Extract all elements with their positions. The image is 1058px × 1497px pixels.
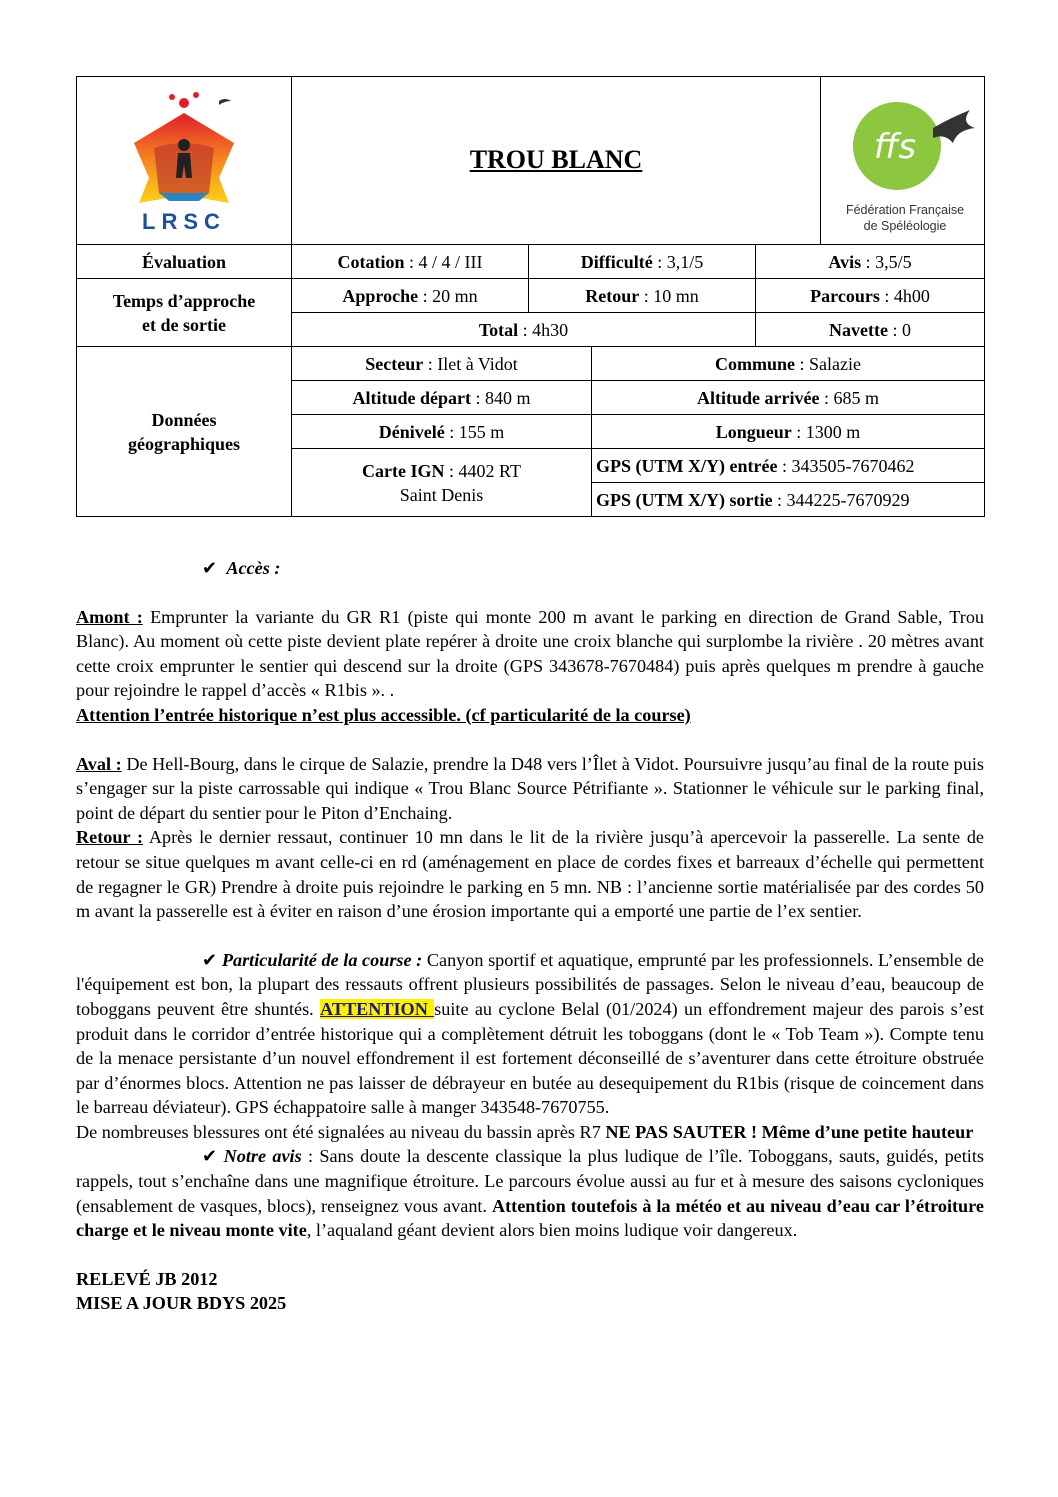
lrsc-logo-text: LRSC <box>142 208 226 233</box>
amont-warning: Attention l’entrée historique n’est plus accessible. (cf particularité de la course) <box>76 704 691 725</box>
ffs-logo-mark: ffs <box>873 127 917 167</box>
attention-highlight: ATTENTION <box>320 998 435 1019</box>
document-body <box>76 556 984 1316</box>
title-cell <box>292 77 821 245</box>
commune-cell: Commune : Salazie <box>592 347 985 381</box>
retour-paragraph: Retour : Après le dernier ressaut, continuer 10 mn dans le lit de la rivière jusqu’à apercevoir la passerelle. La sente de retour se situe quelques m avant celle-ci en rd (aménagement en place de cordes fixes et barreaux d’échelle qui permettent de regagner le GR) Prendre à droite puis rejoindre le parking en 5 mn. NB : l’ancienne sortie matérialisée par des cordes 50 m avant la passerelle est à éviter en raison d’une érosion importante qui a emporté une partie de l’ex sentier. <box>76 827 984 922</box>
releve-line: RELEVÉ JB 2012 <box>76 1268 218 1289</box>
cotation-cell: Cotation : 4 / 4 / III <box>292 245 529 279</box>
temps-label: Temps d’approche et de sortie <box>77 279 292 347</box>
alt-depart-cell: Altitude départ : 840 m <box>292 381 592 415</box>
check-icon: ✔ <box>202 558 218 578</box>
maj-line: MISE A JOUR BDYS 2025 <box>76 1293 287 1314</box>
acces-heading: ✔ Accès : <box>202 558 281 578</box>
evaluation-label: Évaluation <box>77 245 292 279</box>
gps-sortie-cell: GPS (UTM X/Y) sortie : 344225-7670929 <box>592 483 985 517</box>
retour-cell: Retour : 10 mn <box>529 279 756 313</box>
total-cell: Total : 4h30 <box>292 313 756 347</box>
navette-cell: Navette : 0 <box>756 313 985 347</box>
denivele-cell: Dénivelé : 155 m <box>292 415 592 449</box>
page-title: TROU BLANC <box>469 144 643 174</box>
secteur-cell: Secteur : Ilet à Vidot <box>292 347 592 381</box>
check-icon: ✔ <box>202 949 218 970</box>
geo-label: Données géographiques <box>77 347 292 517</box>
alt-arrivee-cell: Altitude arrivée : 685 m <box>592 381 985 415</box>
avis-paragraph: ✔ Notre avis : Sans doute la descente classique la plus ludique de l’île. Toboggans, sauts, guidés, petits rappels, tout s’enchaîne dans une magnifique étroiture. Le parcours évolue aussi au fur et à mesure des saisons cycloniques (ensablement de vasques, blocs), renseignez vous avant. Attention toutefois à la météo et au niveau d’eau car l’étroiture charge et le niveau monte vite, l’aqualand géant devient alors bien moins ludique voir dangereux. <box>76 1146 984 1241</box>
ffs-logo <box>825 88 985 238</box>
amont-paragraph: Amont : Emprunter la variante du GR R1 (piste qui monte 200 m avant le parking en direction de Grand Sable, Trou Blanc). Au moment où cette piste devient plate repérer à droite une croix blanche qui surplombe la rivière . 20 mètres avant cette croix emprunter le sentier qui descend sur la droite (GPS 343678-7670484) puis après quelques m prendre à gauche pour rejoindre le rappel d’accès « R1bis ». . Attention l’entrée historique n’est plus accessible. (cf particularité de la course) <box>76 606 985 725</box>
blessures-paragraph: De nombreuses blessures ont été signalées au niveau du bassin après R7 NE PAS SAUTER ! Même d’une petite hauteur <box>76 1121 974 1142</box>
info-table <box>76 76 985 517</box>
gps-entree-cell: GPS (UTM X/Y) entrée : 343505-7670462 <box>592 449 985 483</box>
aval-paragraph: Aval : De Hell-Bourg, dans le cirque de Salazie, prendre la D48 vers l’Îlet à Vidot. Poursuivre jusqu’au final de la route puis s’engager sur la piste carrossable qui indique « Trou Blanc Source Pétrifiante ». Stationner le véhicule sur le parking final, point de départ du sentier pour le Piton d’Enchaing. <box>76 753 984 823</box>
parcours-cell: Parcours : 4h00 <box>756 279 985 313</box>
longueur-cell: Longueur : 1300 m <box>592 415 985 449</box>
ffs-logo-cell <box>821 77 985 245</box>
check-icon: ✔ <box>202 1146 218 1167</box>
particularite-paragraph: ✔ Particularité de la course : Canyon sportif et aquatique, emprunté par les professionnels. L’ensemble de l'équipement est bon, la plupart des ressauts offrent plusieurs possibilités de passages. Selon le niveau d’eau, beaucoup de toboggans peuvent être shuntés. ATTENTION suite au cyclone Belal (01/2024) un effondrement majeur des parois s’est produit dans le corridor d’entrée historique qui a complètement détruit les toboggans (dont le « Tob Team »). Compte tenu de la menace persistante d’un nouvel effondrement il est fortement déconseillé de s’aventurer dans cette étroiture obstruée par d’énormes blocs. Attention ne pas laisser de débrayeur en butée au desequipement du R1bis (risque de coincement dans le barreau déviateur). GPS échappatoire salle à manger 343548-7670755. <box>76 949 984 1118</box>
difficulte-cell: Difficulté : 3,1/5 <box>529 245 756 279</box>
lrsc-logo <box>114 83 254 233</box>
carte-ign-cell: Carte IGN : 4402 RT Saint Denis <box>292 449 592 517</box>
approche-cell: Approche : 20 mn <box>292 279 529 313</box>
lrsc-logo-cell <box>77 77 292 245</box>
ffs-logo-line2: de Spéléologie <box>863 219 947 233</box>
ffs-logo-line1: Fédération Française <box>845 203 965 217</box>
avis-cell: Avis : 3,5/5 <box>756 245 985 279</box>
